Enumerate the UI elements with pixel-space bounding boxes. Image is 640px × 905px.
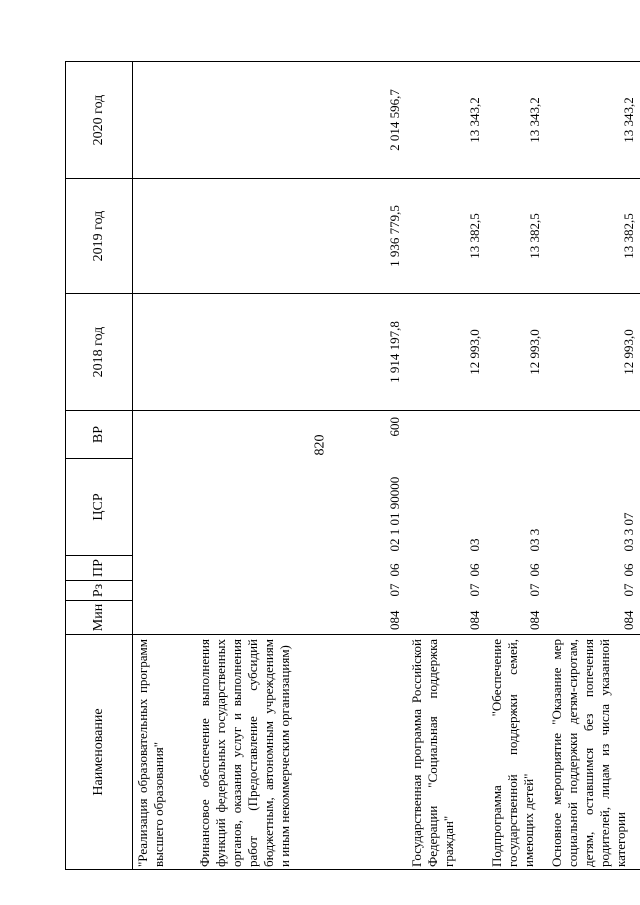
row-min: 084 <box>620 610 636 630</box>
row-2018: 12 993,0 <box>487 294 547 411</box>
row-min: 084 <box>526 610 542 630</box>
table-row <box>195 62 407 870</box>
row-2020: 2 014 596,7 <box>195 62 407 179</box>
row-name: Государственная программа Российской Федерации "Социальная поддержка граждан" <box>407 635 487 870</box>
row-csr: 03 3 <box>526 528 542 552</box>
table-row <box>407 62 487 870</box>
row-csr <box>133 459 195 556</box>
row-pr: 06 <box>620 563 636 577</box>
row-name: "Реализация образовательных программ высшего образования" <box>133 635 195 870</box>
row-pr: 06 <box>526 563 542 577</box>
row-rz: 07 <box>466 583 482 597</box>
row-pr <box>133 556 195 581</box>
row-2019: 13 382,5 <box>487 179 547 294</box>
row-pr: 06 <box>466 563 482 577</box>
row-csr: 02 1 01 90000 <box>386 476 402 552</box>
row-2019: 13 382,5 <box>407 179 487 294</box>
table-body <box>133 62 640 870</box>
page-number: 820 <box>312 434 327 456</box>
row-rz: 07 <box>620 583 636 597</box>
row-vr <box>487 411 547 459</box>
header-2020: 2020 год <box>66 62 133 179</box>
table-row <box>547 62 640 870</box>
row-name: Подпрограмма "Обеспечение государственной поддержки семей, имеющих детей" <box>487 635 547 870</box>
header-name: Наименование <box>66 635 133 870</box>
header-2018: 2018 год <box>66 294 133 411</box>
rotated-page-content <box>65 62 636 870</box>
row-rz <box>133 581 195 601</box>
table-header <box>66 62 133 870</box>
row-2020: 13 343,2 <box>547 62 640 179</box>
budget-table <box>65 61 640 870</box>
row-csr: 03 <box>466 538 482 552</box>
row-name: Финансовое обеспечение выполнения функций федеральных государственных органов, оказания услуг и выполнения работ (Предоставление субсидий бюджетным, автономным учреждениям и иным некоммерческим организациям) <box>195 635 407 870</box>
row-csr: 03 3 07 <box>620 512 636 552</box>
row-2018: 12 993,0 <box>407 294 487 411</box>
row-2019 <box>133 179 195 294</box>
header-csr: ЦСР <box>66 459 133 556</box>
row-vr <box>407 411 487 459</box>
row-2018: 12 993,0 <box>547 294 640 411</box>
row-pr: 06 <box>386 563 402 577</box>
row-2020: 13 343,2 <box>407 62 487 179</box>
header-pr: ПР <box>66 556 133 581</box>
row-vr: 600 <box>386 417 402 437</box>
row-2020: 13 343,2 <box>487 62 547 179</box>
row-2019: 1 936 779,5 <box>195 179 407 294</box>
header-vr: ВР <box>66 411 133 459</box>
row-vr <box>133 411 195 459</box>
header-min: Мин <box>66 601 133 635</box>
header-2019: 2019 год <box>66 179 133 294</box>
row-2018: 1 914 197,8 <box>195 294 407 411</box>
row-rz: 07 <box>386 583 402 597</box>
row-vr <box>547 411 640 459</box>
row-2018 <box>133 294 195 411</box>
table-row <box>487 62 547 870</box>
row-min: 084 <box>466 610 482 630</box>
row-name: Основное мероприятие "Оказание мер социальной поддержки детям-сиротам, детям, оставшимся без попечения родителей, лицам из числа указанной категории <box>547 635 640 870</box>
row-2020 <box>133 62 195 179</box>
row-2019: 13 382,5 <box>547 179 640 294</box>
row-min: 084 <box>386 610 402 630</box>
row-rz: 07 <box>526 583 542 597</box>
row-min <box>133 601 195 635</box>
table-row <box>133 62 195 870</box>
header-rz: Рз <box>66 581 133 601</box>
